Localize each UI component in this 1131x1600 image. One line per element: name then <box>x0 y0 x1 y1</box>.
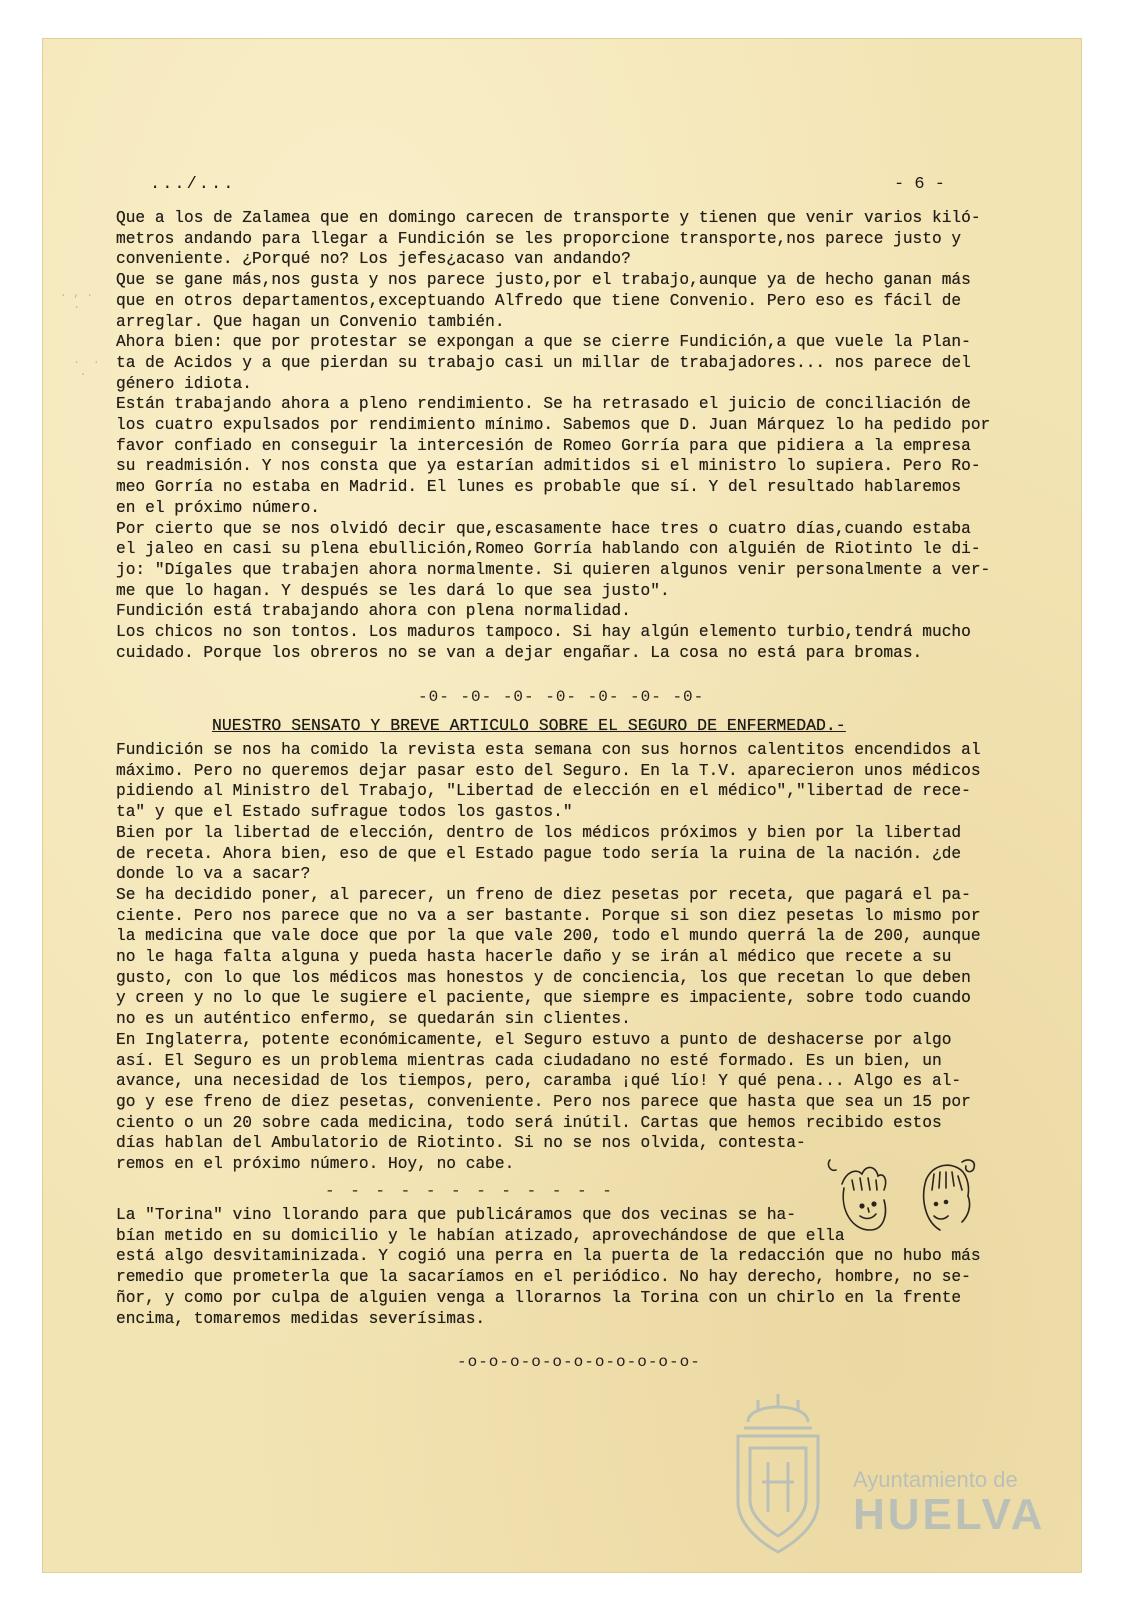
text-line: no le haga falta alguna y pueda hasta hacerle daño y se irán al médico que recete a su <box>116 948 952 967</box>
text-line: meo Gorría no estaba en Madrid. El lunes es probable que sí. Y del resultado hablaremos <box>116 478 962 497</box>
text-line: ñor, y como por culpa de alguien venga a llorarnos la Torina con un chirlo en la frente <box>116 1288 962 1307</box>
text-line: conveniente. ¿Porqué no? Los jefes¿acaso van andando? <box>116 250 631 269</box>
text-line: días hablan del Ambulatorio de Riotinto. Si no se nos olvida, contesta- <box>116 1134 806 1153</box>
text-line: metros andando para llegar a Fundición se les proporcione transporte,nos parece justo y <box>116 229 962 248</box>
text-line: go y ese freno de diez pesetas, conveniente. Pero nos parece que hasta que sea un 15 por <box>116 1092 971 1111</box>
bleed-through-text: . . . <box>73 355 100 379</box>
text-line: el jaleo en casi su plena ebullición,Romeo Gorría hablando con alguién de Riotinto le di- <box>116 540 981 559</box>
section-heading: NUESTRO SENSATO Y BREVE ARTICULO SOBRE EL SEGURO DE ENFERMEDAD.- <box>212 716 846 735</box>
text-line: ta" y que el Estado sufrague todos los gastos." <box>116 803 573 822</box>
text-line: Están trabajando ahora a pleno rendimiento. Se ha retrasado el juicio de conciliación de <box>116 395 971 414</box>
text-line: Por cierto que se nos olvidó decir que,escasamente hace tres o cuatro días,cuando estaba <box>116 519 971 538</box>
text-line: Fundición está trabajando ahora con plena normalidad. <box>116 602 631 621</box>
page-number: - 6 - <box>893 175 945 194</box>
text-line: género idiota. <box>116 374 252 393</box>
top-section-text <box>116 208 1011 663</box>
text-line: ciente. Pero nos parece que no va a ser bastante. Porque si son diez pesetas lo mismo por <box>116 906 981 925</box>
text-line: su readmisión. Y nos consta que ya estarían admitidos si el ministro lo supiera. Pero Ro- <box>116 457 981 476</box>
watermark-line-2: HUELVA <box>853 1490 1046 1539</box>
text-line: donde lo va a sacar? <box>116 865 311 884</box>
separator-dashes: -0- -0- -0- -0- -0- -0- -0- <box>418 688 705 706</box>
text-line: Que a los de Zalamea que en domingo carecen de transporte y tienen que venir varios kiló- <box>116 209 981 227</box>
text-line: ciento o un 20 sobre cada medicina, todo será inútil. Cartas que hemos recibido estos <box>116 1113 942 1132</box>
text-line: Que se gane más,nos gusta y nos parece justo,por el trabajo,aunque ya de hecho ganan más <box>116 271 971 290</box>
continued-mark: .../... <box>150 175 236 194</box>
text-line: la medicina que vale doce que por la que vale 200, todo el mundo querrá la de 200, aunque <box>116 927 981 946</box>
bleed-through-text: . , . . <box>60 288 94 312</box>
text-line: de receta. Ahora bien, eso de que el Estado pague todo sería la ruina de la nación. ¿de <box>116 844 962 863</box>
text-line: Ahora bien: que por protestar se expongan a que se cierre Fundición,a que vuele la Plan- <box>116 333 971 352</box>
separator-circles: -o-o-o-o-o-o-o-o-o-o-o- <box>457 1353 701 1371</box>
separator-dashes: - - - - - - - - - - - - <box>325 1182 615 1200</box>
seguro-section-text <box>116 740 1011 1175</box>
text-line: arreglar. Que hagan un Convenio también. <box>116 312 505 331</box>
page-header <box>150 175 945 199</box>
text-line: Se ha decidido poner, al parecer, un freno de diez pesetas por receta, que pagará el pa- <box>116 885 971 904</box>
text-line: jo: "Dígales que trabajen ahora normalmente. Si quieren algunos venir personalmente a ver- <box>116 560 991 579</box>
watermark <box>718 1392 1048 1562</box>
text-line: gusto, con lo que los médicos mas honestos y de conciencia, los que recetan lo que deben <box>116 968 971 987</box>
text-line: remedio que prometerla que la sacaríamos en el periódico. No hay derecho, hombre, no se- <box>116 1268 971 1287</box>
text-line: y creen y no lo que le sugiere el paciente, que siempre es impaciente, sobre todo cuando <box>116 989 971 1008</box>
text-line: así. El Seguro es un problema mientras cada ciudadano no esté formado. Es un bien, un <box>116 1051 942 1070</box>
coat-of-arms-icon <box>718 1392 838 1562</box>
text-line: cuidado. Porque los obreros no se van a dejar engañar. La cosa no está para bromas. <box>116 643 923 662</box>
text-line: Los chicos no son tontos. Los maduros tampoco. Si hay algún elemento turbio,tendrá mucho <box>116 623 971 642</box>
text-line: que en otros departamentos,exceptuando Alfredo que tiene Convenio. Pero eso es fácil de <box>116 291 962 310</box>
text-line: encima, tomaremos medidas severísimas. <box>116 1309 486 1328</box>
text-line: los cuatro expulsados por rendimiento mínimo. Sabemos que D. Juan Márquez lo ha pedido por <box>116 416 991 435</box>
text-line: máximo. Pero no queremos dejar pasar esto del Seguro. En la T.V. aparecieron unos médicos <box>116 761 981 780</box>
text-line: pidiendo al Ministro del Trabajo, "Libertad de elección en el médico","libertad de rece- <box>116 782 971 801</box>
text-line: bían metido en su domicilio y le habían atizado, aprovechándose de que ella <box>116 1226 845 1245</box>
text-line: remos en el próximo número. Hoy, no cabe. <box>116 1155 515 1174</box>
text-line: La "Torina" vino llorando para que publicáramos que dos vecinas se ha- <box>116 1206 796 1224</box>
text-line: avance, una necesidad de los tiempos, pero, caramba ¡qué lío! Y qué pena... Algo es al- <box>116 1072 962 1091</box>
text-line: en el próximo número. <box>116 498 320 517</box>
text-line: está algo desvitaminizada. Y cogió una perra en la puerta de la redacción que no hubo más <box>116 1247 981 1266</box>
text-line: Fundición se nos ha comido la revista esta semana con sus hornos calentitos encendidos al <box>116 741 981 759</box>
watermark-line-1: Ayuntamiento de <box>853 1467 1018 1492</box>
torina-section-text <box>116 1205 1011 1329</box>
text-line: En Inglaterra, potente económicamente, el Seguro estuvo a punto de deshacerse por algo <box>116 1030 952 1049</box>
text-line: me que lo hagan. Y después se les dará lo que sea justo". <box>116 581 670 600</box>
text-line: favor confiado en conseguir la intercesión de Romeo Gorría para que pidiera a la empresa <box>116 436 971 455</box>
text-line: no es un auténtico enfermo, se quedarán sin clientes. <box>116 1010 631 1029</box>
text-line: ta de Acidos y a que pierdan su trabajo casi un millar de trabajadores... nos parece del <box>116 353 971 372</box>
text-line: Bien por la libertad de elección, dentro de los médicos próximos y bien por la libertad <box>116 823 962 842</box>
